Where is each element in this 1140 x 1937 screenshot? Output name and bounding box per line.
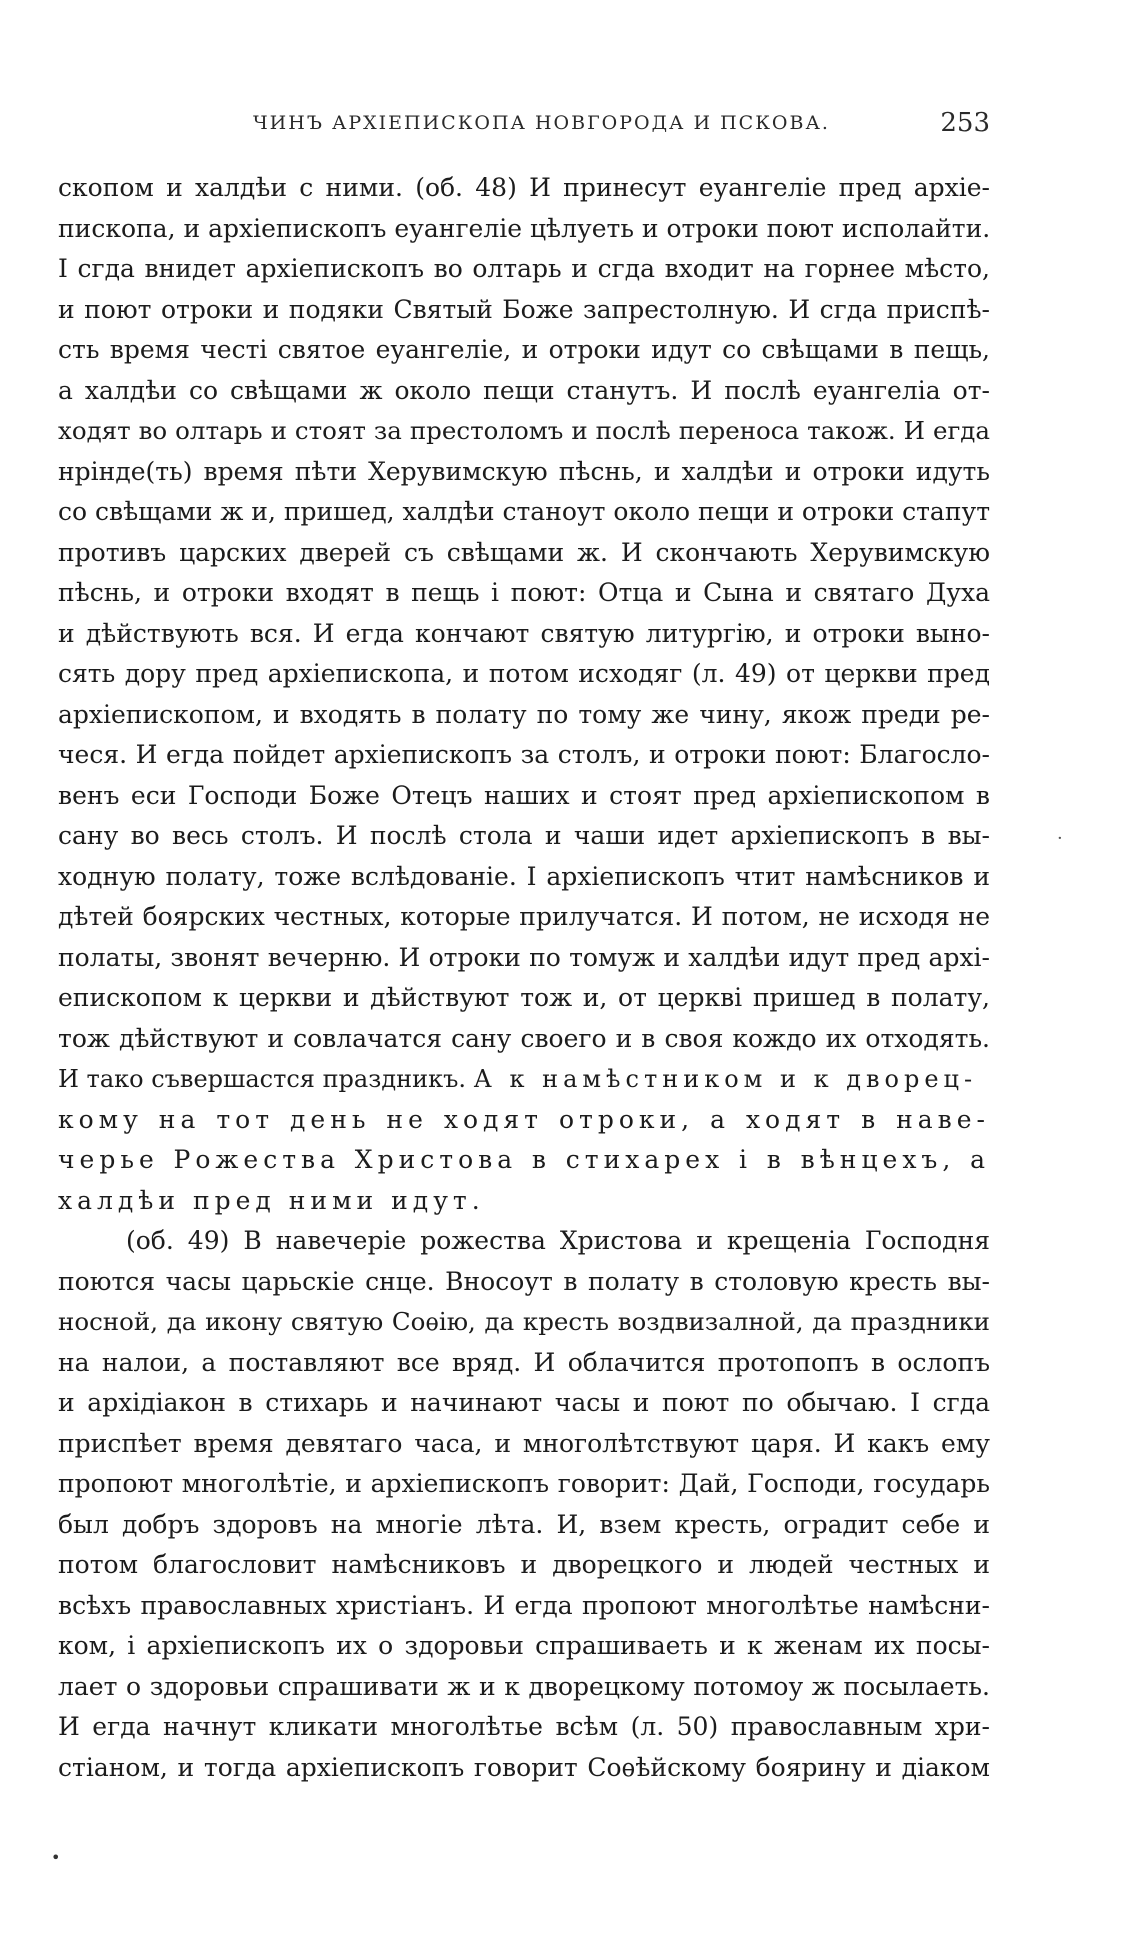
page-speck: • [51, 1848, 61, 1867]
spaced-text-line: халдѣи пред ними идут. [58, 1185, 485, 1215]
page-number: 253 [940, 108, 990, 138]
text-line: со свѣщами ж и, пришед, халдѣи станоут около пещи и отроки стапут [58, 497, 990, 526]
text-line: и архідіакон в стихарь и начинают часы и поют по обычаю. I сгда [58, 1388, 990, 1417]
text-line: дѣтей боярских честных, которые прилучатся. И потом, не исходя не [58, 902, 990, 931]
text-line: епископом к церкви и дѣйствуют тож и, от церкві пришед в полату, [58, 983, 990, 1012]
spaced-text-line: черье Рожества Христова в стихарех і в вѣнцехъ, а [58, 1145, 990, 1174]
text-line: пѣснь, и отроки входят в пещь і поют: Отца и Сына и святаго Духа [58, 578, 990, 607]
text-line: венъ еси Господи Боже Отецъ наших и стоят пред архіепископом в [58, 780, 990, 810]
text-line: носной, да икону святую Соѳію, да кресть воздвизалной, да праздники [58, 1307, 990, 1336]
running-header [58, 108, 990, 144]
text-line: тож дѣйствуют и совлачатся сану своего и в своя кождо их отходять. [58, 1023, 990, 1053]
text-line: противъ царских дверей съ свѣщами ж. И скончають Херувимскую [58, 537, 990, 567]
spaced-text-line: кому на тот день не ходят отроки, а ходят в наве- [58, 1104, 990, 1134]
text-line: сять дору пред архіепископа, и потом исходяг (л. 49) от церкви пред [58, 659, 990, 688]
text-line: (об. 49) В навечеріе рожества Христова и крещеніа Господня [126, 1226, 990, 1255]
spaced-text-fragment: А к намѣстником и к дворец- [473, 1065, 978, 1093]
text-line: и дѣйствують вся. И егда кончают святую литургію, и отроки выно- [58, 618, 990, 648]
body-text [58, 168, 990, 1788]
text-line: нрінде(ть) время пѣти Херувимскую пѣснь, и халдѣи и отроки идуть [58, 456, 990, 486]
text-line: I сгда внидет архіепископъ во олтарь и сгда входит на горнее мѣсто, [58, 254, 990, 283]
text-line: ходят во олтарь и стоят за престоломъ и послѣ переноса також. И егда [58, 416, 990, 445]
text-line: всѣхъ православных христіанъ. И егда пропоют многолѣтье намѣсни- [58, 1590, 990, 1620]
text-line: приспѣет время девятаго часа, и многолѣтствуют царя. И какъ ему [58, 1428, 990, 1458]
text-line: полаты, звонят вечерню. И отроки по томуж и халдѣи идут пред архі- [58, 942, 990, 972]
text-line: пропоют многолѣтіе, и архіепископъ говорит: Дай, Господи, государь [58, 1469, 990, 1498]
running-title: ЧИНЪ АРХІЕПИСКОПА НОВГОРОДА И ПСКОВА. [253, 112, 830, 134]
text-line: скопом и халдѣи с ними. (об. 48) И принесут еуангеліе пред архіе- [58, 173, 990, 202]
text-line: сть время честі святое еуангеліе, и отроки идут со свѣщами в пещь, [58, 335, 990, 364]
text-line: потом благословит намѣсниковъ и дворецкого и людей честных и [58, 1550, 990, 1579]
text-line: на налои, а поставляют все вряд. И облачится протопопъ в ослопъ [58, 1347, 990, 1377]
text-line: лает о здоровьи спрашивати ж и к дворецкому потомоу ж посылаеть. [58, 1671, 990, 1701]
text-line: а халдѣи со свѣщами ж около пещи станутъ. И послѣ еуангеліа от- [58, 375, 990, 405]
text-line: ком, і архіепископъ их о здоровьи спрашиваеть и к женам их посы- [58, 1631, 990, 1660]
text-line: И егда начнут кликати многолѣтье всѣм (л. 50) православным хри- [58, 1712, 990, 1741]
margin-mark: · [1057, 828, 1063, 849]
text-line: чеся. И егда пойдет архіепископъ за столъ, и отроки поют: Благосло- [58, 740, 990, 769]
text-line: был добръ здоровъ на многіе лѣта. И, взем кресть, оградит себе и [58, 1509, 990, 1539]
text-line: пископа, и архіепископъ еуангеліе цѣлуеть и отроки поют исполайти. [58, 213, 990, 243]
text-line: поются часы царьскіе снце. Вносоут в полату в столовую кресть вы- [58, 1266, 990, 1296]
text-line: и поют отроки и подяки Святый Боже запрестолную. И сгда приспѣ- [58, 294, 990, 324]
text-fragment: И тако съвершастся праздникъ. [58, 1065, 466, 1093]
text-line-mixed [58, 1059, 990, 1100]
text-line: архіепископом, и входять в полату по тому же чину, якож преди ре- [58, 699, 990, 729]
text-line: ходную полату, тоже вслѣдованіе. I архіепископъ чтит намѣсников и [58, 861, 990, 891]
text-line: стіаном, и тогда архіепископъ говорит Соѳѣйскому боярину и діаком [58, 1752, 990, 1782]
text-line: сану во весь столъ. И послѣ стола и чаши идет архіепископъ в вы- [58, 821, 990, 850]
